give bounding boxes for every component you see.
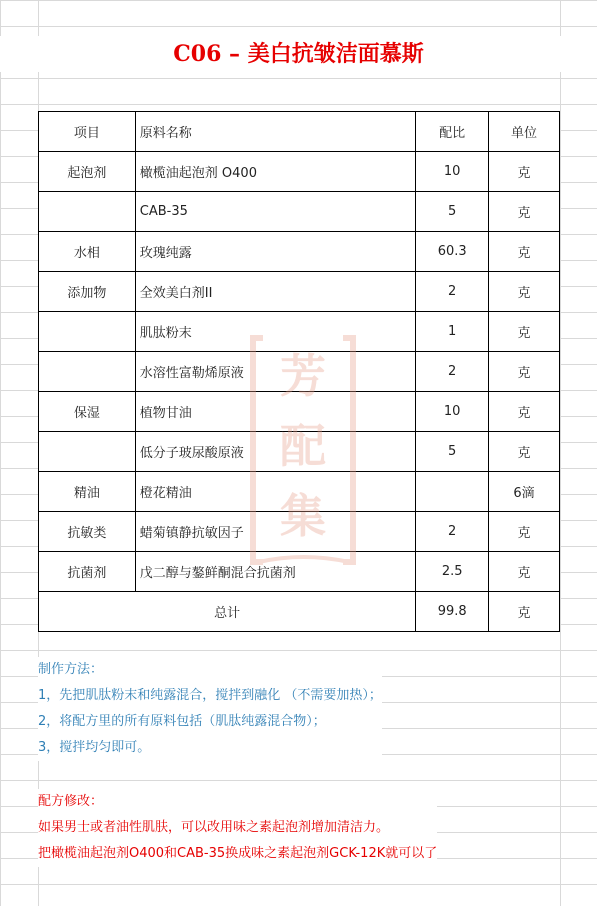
category-cell (39, 312, 136, 352)
method-step: 1，先把肌肽粉末和纯露混合，搅拌到融化 （不需要加热）； (38, 688, 382, 703)
ratio-cell: 2.5 (416, 552, 489, 592)
total-unit: 克 (489, 592, 560, 632)
ratio-cell: 1 (416, 312, 489, 352)
category-cell: 抗菌剂 (39, 552, 136, 592)
table-row (39, 472, 560, 512)
category-cell: 抗敏类 (39, 512, 136, 552)
ingredient-cell: 肌肽粉末 (135, 312, 415, 352)
unit-cell: 克 (489, 352, 560, 392)
ingredient-cell: 橙花精油 (135, 472, 415, 512)
header-ratio: 配比 (416, 112, 489, 152)
unit-cell: 6滴 (489, 472, 560, 512)
watermark-char: 配 (280, 419, 326, 473)
category-cell (39, 432, 136, 472)
method-heading: 制作方法： (38, 662, 104, 677)
unit-cell: 克 (489, 312, 560, 352)
category-cell: 起泡剂 (39, 152, 136, 192)
table-row (39, 152, 560, 192)
modification-line: 把橄榄油起泡剂O400和CAB-35换成味之素起泡剂GCK-12K就可以了 (38, 846, 438, 861)
header-ingredient: 原料名称 (135, 112, 415, 152)
category-cell (39, 192, 136, 232)
table-row (39, 552, 560, 592)
ratio-cell: 2 (416, 352, 489, 392)
table-row (39, 352, 560, 392)
sheet-gridline (560, 0, 561, 906)
ratio-cell: 2 (416, 272, 489, 312)
table-row (39, 512, 560, 552)
method-section (38, 657, 382, 761)
category-cell: 保湿 (39, 392, 136, 432)
modification-line: 如果男士或者油性肌肤，可以改用味之素起泡剂增加清洁力。 (38, 820, 390, 835)
total-row (39, 592, 560, 632)
method-step: 2，将配方里的所有原料包括（肌肽纯露混合物）； (38, 714, 326, 729)
ratio-cell: 2 (416, 512, 489, 552)
ingredient-cell: 蜡菊镇静抗敏因子 (135, 512, 415, 552)
ingredient-cell: 戊二醇与鏊鲜酮混合抗菌剂 (135, 552, 415, 592)
watermark-char: 集 (280, 489, 326, 543)
method-step: 3，搅拌均匀即可。 (38, 740, 151, 755)
ingredient-cell: 橄榄油起泡剂 O400 (135, 152, 415, 192)
formula-table (38, 111, 560, 632)
ratio-cell: 5 (416, 432, 489, 472)
total-label: 总计 (39, 592, 416, 632)
page-title: C06 – 美白抗皱洁面慕斯 (0, 36, 597, 72)
ingredient-cell: 水溶性富勒烯原液 (135, 352, 415, 392)
unit-cell: 克 (489, 512, 560, 552)
ingredient-cell: 全效美白剂II (135, 272, 415, 312)
header-unit: 单位 (489, 112, 560, 152)
ratio-cell: 10 (416, 152, 489, 192)
category-cell: 精油 (39, 472, 136, 512)
table-header-row (39, 112, 560, 152)
category-cell: 添加物 (39, 272, 136, 312)
ratio-cell: 60.3 (416, 232, 489, 272)
table-row (39, 192, 560, 232)
table-row (39, 432, 560, 472)
category-cell: 水相 (39, 232, 136, 272)
total-ratio: 99.8 (416, 592, 489, 632)
unit-cell: 克 (489, 152, 560, 192)
table-row (39, 312, 560, 352)
watermark-char: 芳 (280, 349, 326, 403)
header-category: 项目 (39, 112, 136, 152)
ingredient-cell: CAB-35 (135, 192, 415, 232)
unit-cell: 克 (489, 392, 560, 432)
modification-heading: 配方修改： (38, 794, 104, 809)
ratio-cell: 5 (416, 192, 489, 232)
unit-cell: 克 (489, 432, 560, 472)
ingredient-cell: 植物甘油 (135, 392, 415, 432)
unit-cell: 克 (489, 272, 560, 312)
unit-cell: 克 (489, 552, 560, 592)
table-row (39, 232, 560, 272)
table-row (39, 392, 560, 432)
modification-section (38, 789, 437, 867)
category-cell (39, 352, 136, 392)
unit-cell: 克 (489, 232, 560, 272)
ingredient-cell: 低分子玻尿酸原液 (135, 432, 415, 472)
ratio-cell: 10 (416, 392, 489, 432)
ratio-cell (416, 472, 489, 512)
ingredient-cell: 玫瑰纯露 (135, 232, 415, 272)
table-row (39, 272, 560, 312)
unit-cell: 克 (489, 192, 560, 232)
